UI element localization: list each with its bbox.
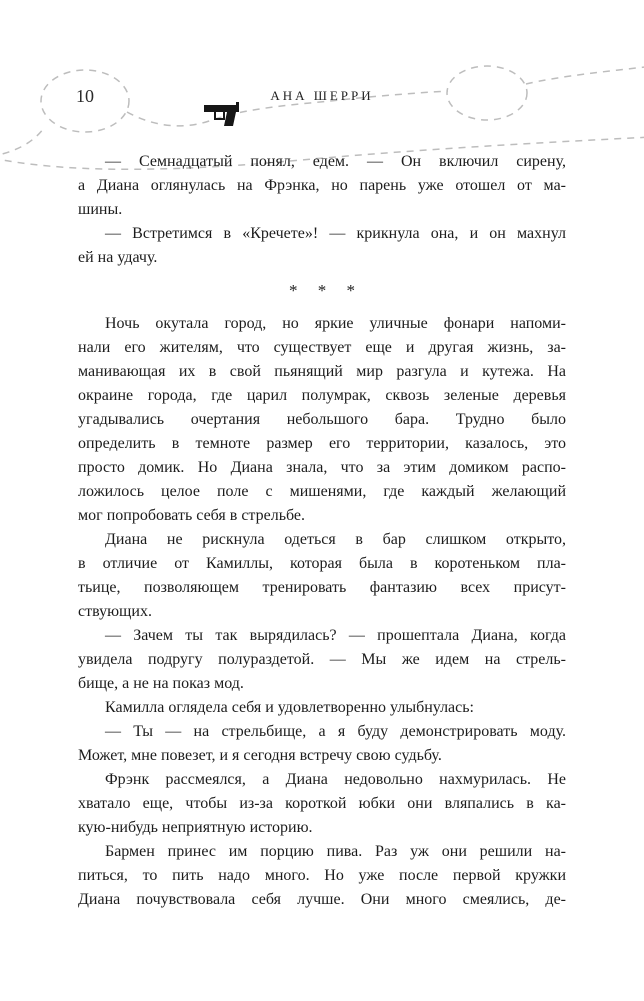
paragraph [78,720,566,768]
text-line: нали его жителям, что существует еще и другая жизнь, за- [78,339,566,356]
text-line: — Ты — на стрельбище, а я буду демонстрировать моду. [105,723,566,740]
text-line: Фрэнк рассмеялся, а Диана недовольно нахмурилась. Не [105,771,566,788]
paragraph [78,150,566,222]
text-line: ствующих. [78,603,152,620]
text-line: бище, а не на показ мод. [78,675,244,692]
running-head: АНА ШЕРРИ [270,88,374,103]
text-line: угадывались очертания небольшого бара. Трудно было [78,411,566,428]
text-line: Диана почувствовала себя лучше. Они много смеялись, де- [78,891,566,908]
page-body [78,150,566,912]
text-line: окраине города, где царил полумрак, сквозь зеленые деревья [78,387,566,404]
text-line: увидела подругу полураздетой. — Мы же идем на стрель- [78,651,566,668]
paragraph [78,528,566,624]
text-line: хватало еще, чтобы из-за короткой юбки они вляпались в ка- [78,795,566,812]
text-line: манивающая их в свой пьянящий мир разгула и кутежа. На [78,363,566,380]
text-line: определить в темноте размер его территории, казалось, это [78,435,566,452]
paragraph [78,312,566,528]
text-line: шины. [78,201,123,218]
text-line: кую-нибудь неприятную историю. [78,819,313,836]
text-line: просто домик. Но Диана знала, что за этим домиком распо- [78,459,566,476]
text-line: мог попробовать себя в стрельбе. [78,507,306,524]
text-line: — Зачем ты так вырядилась? — прошептала Диана, когда [105,627,566,644]
paragraph [78,222,566,270]
text-line: Ночь окутала город, но яркие уличные фонари напоми- [105,315,566,332]
text-line: Может, мне повезет, и я сегодня встречу свою судьбу. [78,747,442,764]
text-line: — Семнадцатый понял, едем. — Он включил сирену, [105,153,566,170]
paragraph [78,624,566,696]
text-line: тьице, позволяющем тренировать фантазию всех присут- [78,579,566,596]
text-line: а Диана оглянулась на Фрэнка, но парень уже отошел от ма- [78,177,566,194]
paragraph [78,768,566,840]
text-line: — Встретимся в «Кречете»! — крикнула она, и он махнул [105,225,566,242]
text-line: в отличие от Камиллы, которая была в коротеньком пла- [78,555,566,572]
pistol-icon [204,101,244,128]
text-line: Бармен принес им порцию пива. Раз уж они решили на- [105,843,566,860]
page-number: 10 [76,86,94,106]
text-line: ложилось целое поле с мишенями, где каждый желающий [78,483,566,500]
text-line: Диана не рискнула одеться в бар слишком открыто, [105,531,566,548]
paragraph [78,840,566,912]
text-line: питься, то пить надо много. Но уже после первой кружки [78,867,566,884]
paragraph [78,696,566,720]
text-line: Камилла оглядела себя и удовлетворенно улыбнулась: [105,699,474,716]
section-separator: * * * [289,281,355,300]
text-line: ей на удачу. [78,249,158,266]
